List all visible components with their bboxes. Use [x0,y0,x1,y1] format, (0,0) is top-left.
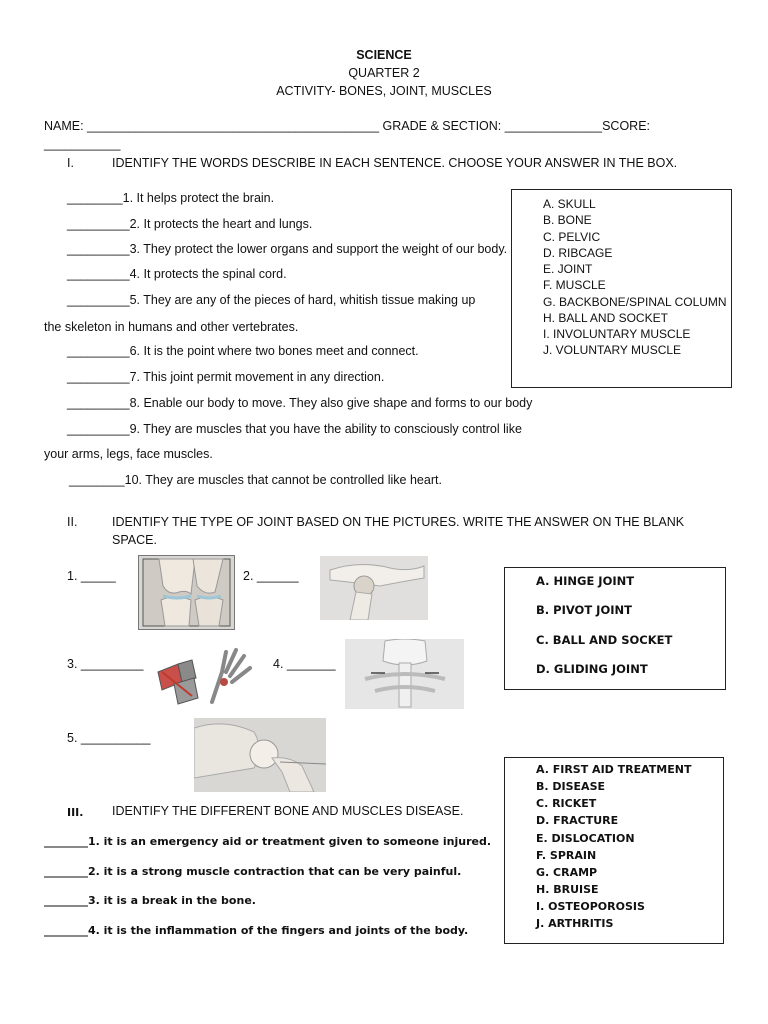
part2-instruction-2: SPACE. [112,533,157,547]
part1-item: _________4. It protects the spinal cord. [67,267,287,281]
joint-blank-3: 3. _________ [67,657,144,671]
part1-item: _________7. This joint permit movement in any direction. [67,370,385,384]
choice-item: E. JOINT [543,262,593,276]
part1-item: _________9. They are muscles that you have the ability to consciously control like [67,422,522,436]
part3-instruction: IDENTIFY THE DIFFERENT BONE AND MUSCLES DISEASE. [112,804,464,818]
part1-item: _________6. It is the point where two bones meet and connect. [67,344,419,358]
joint-blank-5: 5. __________ [67,731,151,745]
student-info-line: NAME: __________________________________________ GRADE & SECTION: ______________SCORE: [44,119,651,133]
choice-item: J. VOLUNTARY MUSCLE [543,343,682,357]
choice-item: D. RIBCAGE [543,246,613,260]
knee-joint-image [138,555,235,630]
disease-choice: H. BRUISE [536,883,599,896]
disease-choice: J. ARTHRITIS [536,917,614,930]
pivot-joint-image [345,639,464,709]
part3-answer-box [504,757,724,944]
part1-item: ________1. It helps protect the brain. [67,191,275,205]
part1-item-continued: the skeleton in humans and other vertebrates. [44,320,299,334]
choice-item: C. PELVIC [543,230,601,244]
part1-instruction: IDENTIFY THE WORDS DESCRIBE IN EACH SENTENCE. CHOOSE YOUR ANSWER IN THE BOX. [112,156,678,170]
disease-choice: C. RICKET [536,797,597,810]
choice-item: B. BONE [543,213,592,227]
subject-title: SCIENCE [356,48,412,62]
part1-item: _________2. It protects the heart and lungs. [67,217,313,231]
part2-instruction: IDENTIFY THE TYPE OF JOINT BASED ON THE PICTURES. WRITE THE ANSWER ON THE BLANK [112,515,685,529]
part1-item-continued: your arms, legs, face muscles. [44,447,213,461]
joint-choice: C. BALL AND SOCKET [536,633,673,647]
part3-item: ________4. it is the inflammation of the fingers and joints of the body. [44,924,469,937]
shoulder-joint-image [320,556,428,620]
part3-item: ________3. it is a break in the bone. [44,894,256,907]
choice-item: H. BALL AND SOCKET [543,311,668,325]
joint-blank-2: 2. ______ [243,569,299,583]
joint-choice: A. HINGE JOINT [536,574,635,588]
disease-choice: E. DISLOCATION [536,832,635,845]
choice-item: A. SKULL [543,197,596,211]
disease-choice: D. FRACTURE [536,814,619,827]
part1-item: _________8. Enable our body to move. They also give shape and forms to our body [67,396,533,410]
part1-item: _________5. They are any of the pieces of hard, whitish tissue making up [67,293,476,307]
joint-choice: D. GLIDING JOINT [536,662,648,676]
gliding-joint-image [152,642,257,708]
part3-numeral: III. [67,806,84,819]
disease-choice: I. OSTEOPOROSIS [536,900,645,913]
joint-blank-4: 4. _______ [273,657,336,671]
part3-item: ________2. it is a strong muscle contraction that can be very painful. [44,865,462,878]
choice-item: I. INVOLUNTARY MUSCLE [543,327,691,341]
part2-answer-box [504,567,726,690]
part1-numeral: I. [67,156,74,170]
joint-blank-1: 1. _____ [67,569,116,583]
choice-item: F. MUSCLE [543,278,606,292]
quarter-label: QUARTER 2 [348,66,420,80]
part1-item: ________10. They are muscles that cannot be controlled like heart. [69,473,442,487]
disease-choice: G. CRAMP [536,866,598,879]
disease-choice: F. SPRAIN [536,849,597,862]
part1-item: _________3. They protect the lower organs and support the weight of our body. [67,242,508,256]
part2-numeral: II. [67,515,78,529]
part1-answer-box [511,189,732,388]
choice-item: G. BACKBONE/SPINAL COLUMN [543,295,727,309]
disease-choice: B. DISEASE [536,780,606,793]
disease-choice: A. FIRST AID TREATMENT [536,763,692,776]
part3-item: ________1. it is an emergency aid or treatment given to someone injured. [44,835,492,848]
joint-choice: B. PIVOT JOINT [536,603,632,617]
activity-title: ACTIVITY- BONES, JOINT, MUSCLES [276,84,492,98]
hip-joint-image [194,718,326,792]
student-info-line-2: ___________ [44,137,121,151]
